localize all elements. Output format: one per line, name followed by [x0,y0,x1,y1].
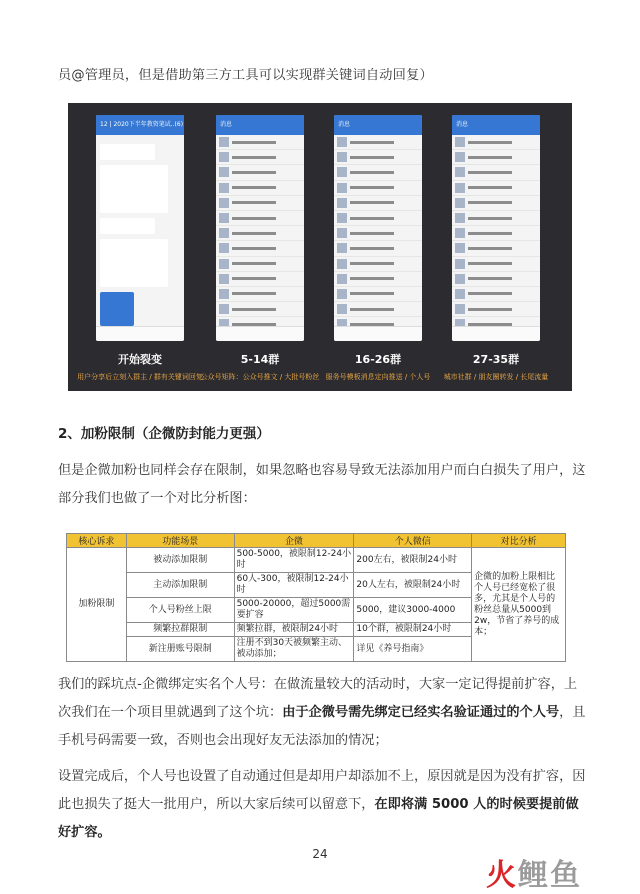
table-header-cell: 企微 [234,534,354,548]
chat-bubble [100,165,168,213]
page-number: 24 [312,847,328,861]
key-cell: 加粉限制 [67,548,127,662]
qiwei-cell: 500-5000，被限制12-24小时 [234,548,354,573]
table-header-cell: 个人微信 [354,534,472,548]
personal-cell: 详见《养号指南》 [354,637,472,662]
chat-area [96,135,184,335]
personal-cell: 200左右，被限制24小时 [354,548,472,573]
phone-subcaption: 用户分享后立刻入群主 / 群有关键词回复 [77,373,203,381]
paragraph-2 [58,671,588,755]
paragraph-2-text: 我们的踩坑点-企微绑定实名个人号：在做流量较大的活动时，大家一定记得提前扩容，上次我们在一个项目里就遇到了这个坑： [58,677,578,720]
qiwei-cell: 注册不到30天被频繁主动、被动添加； [234,637,354,662]
paragraph-3 [58,763,588,847]
paragraph-3-bold: 在即将满 5000 人的时候要提前做好扩容。 [58,797,579,840]
tab-bar [334,326,422,341]
tab-bar [216,326,304,341]
phone-caption: 开始裂变 [118,353,162,366]
chat-bubble [100,239,168,287]
analysis-cell: 企微的加粉上限相比个人号已经宽松了很多，尤其是个人号的粉丝总量从5000到2w，节省了养号的成本； [472,548,566,662]
personal-cell: 20人左右，被限制24小时 [354,573,472,598]
table-header-cell: 功能场景 [126,534,234,548]
phone-screenshots-banner [68,103,572,391]
intro-line: 员@管理员，但是借助第三方工具可以实现群关键词自动回复） [58,68,433,83]
phone-caption: 16-26群 [354,353,402,366]
paragraph-1: 但是企微加粉也同样会存在限制，如果忽略也容易导致无法添加用户而白白损失了用户，这部分我们也做了一个对比分析图： [58,463,586,506]
paragraph-3-text: 设置完成后，个人号也设置了自动通过但是却用户却添加不上，原因就是因为没有扩容，因此也损失了挺大一批用户，所以大家后续可以留意下， [58,769,586,812]
phone-screenshot-1 [96,115,184,341]
comparison-table [66,533,566,662]
scene-cell: 新注册账号限制 [126,637,234,662]
qr-code-icon [100,292,134,326]
phone-screenshot-2 [216,115,304,341]
phone-subcaption: 服务号模板消息定向推送 / 个人号 [325,373,431,381]
phone-topbar: 消息 [452,115,540,135]
phone-caption: 5-14群 [240,353,280,366]
phone-subcaption: 城市社群 / 朋友圈转发 / 长尾流量 [443,373,549,381]
chat-bubble [100,144,155,160]
phone-subcaption: 公众号矩阵：公众号推文 / 大批号粉丝 [200,373,320,381]
personal-cell: 10个群，被限制24小时 [354,623,472,637]
phone-topbar: 消息 [216,115,304,135]
chat-bubble [100,218,155,234]
personal-cell: 5000，建议3000-4000 [354,598,472,623]
qiwei-cell: 5000-20000，超过5000需要扩容 [234,598,354,623]
tab-bar [452,326,540,341]
table-header-row [67,534,566,548]
scene-cell: 主动添加限制 [126,573,234,598]
qiwei-cell: 频繁拉群，被限制24小时 [234,623,354,637]
paragraph-2-bold: 由于企微号需先绑定已经实名验证通过的个人号 [282,705,560,720]
brand-logo [486,850,582,894]
qiwei-cell: 60人-300，被限制12-24小时 [234,573,354,598]
phone-screenshot-4 [452,115,540,341]
table-header-cell: 对比分析 [472,534,566,548]
phone-screenshot-3 [334,115,422,341]
logo-part-fire: 火 [486,858,518,893]
input-bar [96,326,184,341]
phone-topbar: 消息 [334,115,422,135]
logo-part-carp: 鲤鱼 [518,858,582,893]
table-row [67,548,566,573]
phone-topbar: 12 | 2020下半年教资笔试..(6) [96,115,184,135]
phone-caption: 27-35群 [472,353,520,366]
scene-cell: 被动添加限制 [126,548,234,573]
section-heading: 2、加粉限制（企微防封能力更强） [58,426,270,442]
scene-cell: 频繁拉群限制 [126,623,234,637]
paragraph-2-text-end: ，且手机号码需要一致，否则也会出现好友无法添加的情况； [58,705,586,748]
scene-cell: 个人号粉丝上限 [126,598,234,623]
table-header-cell: 核心诉求 [67,534,127,548]
